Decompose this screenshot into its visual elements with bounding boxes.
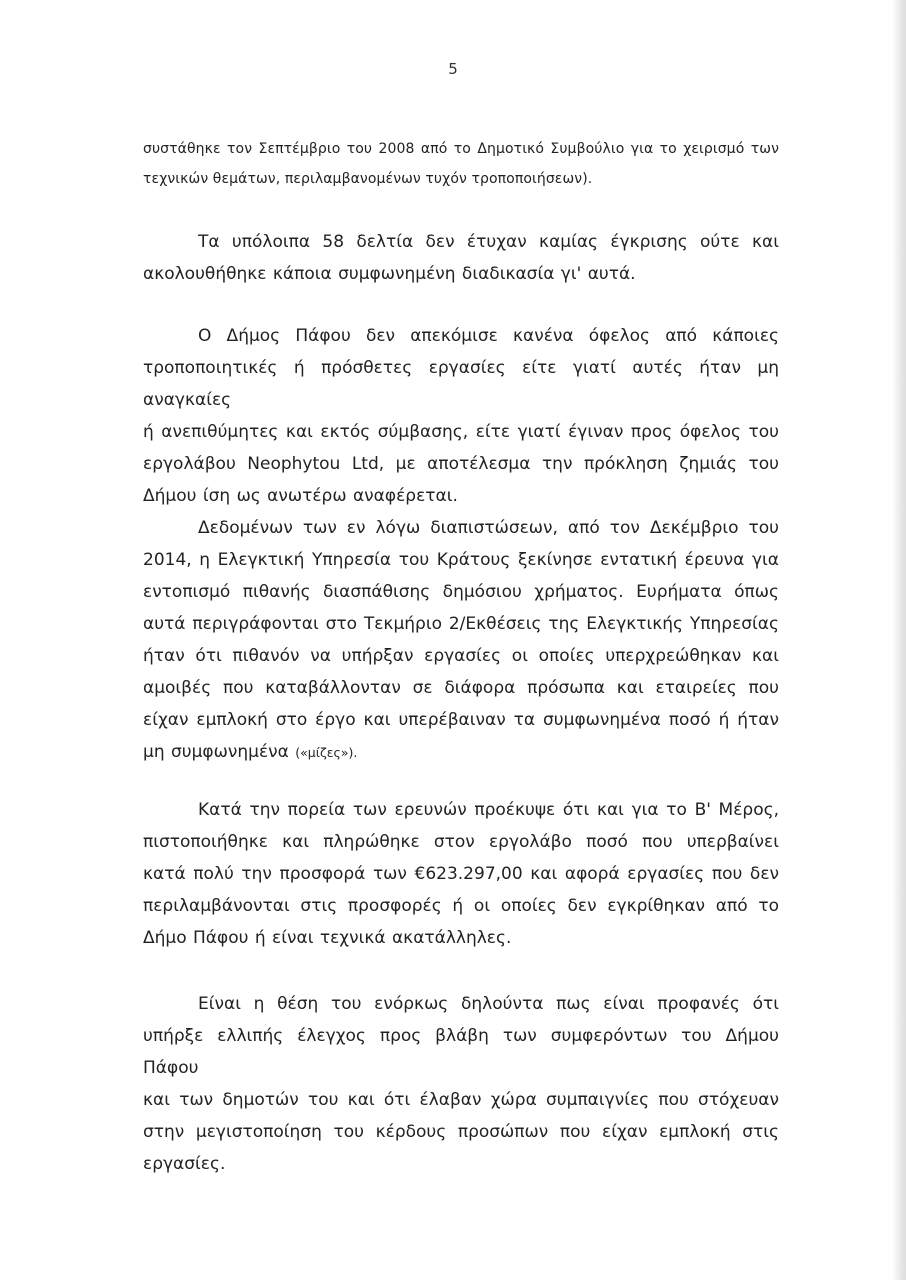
- paragraph-line: υπήρξε ελλιπής έλεγχος προς βλάβη των συμφερόντων του Δήμου Πάφου: [143, 1026, 779, 1078]
- paragraph-audit-investigation: [143, 512, 779, 769]
- page-number: 5: [448, 60, 458, 78]
- paragraph-text: μη συμφωνημένα: [143, 742, 296, 762]
- paragraph-line: εργασίες.: [143, 1154, 226, 1174]
- paragraph-line: και των δημοτών του και ότι έλαβαν χώρα συμπαιγνίες που στόχευαν: [143, 1090, 779, 1110]
- paragraph-line: Κατά την πορεία των ερευνών προέκυψε ότι και για το Β' Μέρος,: [198, 800, 779, 820]
- paragraph-line: αμοιβές που καταβάλλονταν σε διάφορα πρόσωπα και εταιρείες που: [143, 678, 779, 698]
- paragraph-line: 2014, η Ελεγκτική Υπηρεσία του Κράτους ξεκίνησε εντατική έρευνα για: [143, 550, 779, 570]
- paragraph-line: Τα υπόλοιπα 58 δελτία δεν έτυχαν καμίας έγκρισης ούτε και: [198, 232, 779, 252]
- paragraph-conclusion: [143, 988, 779, 1180]
- paragraph-line: Δήμου ίση ως ανωτέρω αναφέρεται.: [143, 486, 458, 506]
- page-edge-shadow: [892, 0, 906, 1280]
- paragraph-line: τροποποιητικές ή πρόσθετες εργασίες είτε γιατί αυτές ήταν μη αναγκαίες: [143, 358, 779, 410]
- paragraph-line: πιστοποιήθηκε και πληρώθηκε στον εργολάβο ποσό που υπερβαίνει: [143, 832, 779, 852]
- paragraph-line: εργολάβου Neophytou Ltd, με αποτέλεσμα την πρόκληση ζημιάς του: [143, 454, 779, 474]
- paragraph-line: Είναι η θέση του ενόρκως δηλούντα πως είναι προφανές ότι: [198, 994, 779, 1014]
- paragraph-line: Ο Δήμος Πάφου δεν απεκόμισε κανένα όφελος από κάποιες: [198, 326, 779, 346]
- paragraph-line: είχαν εμπλοκή στο έργο και υπερέβαιναν τα συμφωνημένα ποσό ή ήταν: [143, 710, 779, 730]
- paragraph-line: περιλαμβάνονται στις προσφορές ή οι οποίες δεν εγκρίθηκαν από το: [143, 896, 779, 916]
- paragraph-line: ήταν ότι πιθανόν να υπήρξαν εργασίες οι οποίες υπερχρεώθηκαν και: [143, 646, 779, 666]
- paragraph-line: Δήμο Πάφου ή είναι τεχνικά ακατάλληλες.: [143, 928, 512, 948]
- paragraph-line: [143, 736, 779, 769]
- paragraph-remaining-bulletins: [143, 226, 779, 290]
- paragraph-line: εντοπισμό πιθανής διασπάθισης δημόσιου χρήματος. Ευρήματα όπως: [143, 582, 779, 602]
- paragraph-small-text: («μίζες»).: [295, 745, 358, 760]
- paragraph-line: στην μεγιστοποίηση του κέρδους προσώπων που είχαν εμπλοκή στις: [143, 1122, 779, 1142]
- paragraph-line: Δεδομένων των εν λόγω διαπιστώσεων, από τον Δεκέμβριο του: [198, 518, 779, 538]
- fragment-line: συστάθηκε τον Σεπτέμβριο του 2008 από το Δημοτικό Συμβούλιο για το χειρισμό των: [143, 141, 779, 157]
- paragraph-line: αυτά περιγράφονται στο Τεκμήριο 2/Εκθέσεις της Ελεγκτικής Υπηρεσίας: [143, 614, 779, 634]
- fragment-line: τεχνικών θεμάτων, περιλαμβανομένων τυχόν τροποποιήσεων).: [143, 171, 593, 187]
- paragraph-no-benefit: [143, 320, 779, 512]
- paragraph-part-b: [143, 794, 779, 954]
- continued-paragraph-fragment: [143, 134, 779, 194]
- paragraph-line: ακολουθήθηκε κάποια συμφωνημένη διαδικασία γι' αυτά.: [143, 264, 636, 284]
- paragraph-line: κατά πολύ την προσφορά των €623.297,00 και αφορά εργασίες που δεν: [143, 864, 779, 884]
- paragraph-line: ή ανεπιθύμητες και εκτός σύμβασης, είτε γιατί έγιναν προς όφελος του: [143, 422, 779, 442]
